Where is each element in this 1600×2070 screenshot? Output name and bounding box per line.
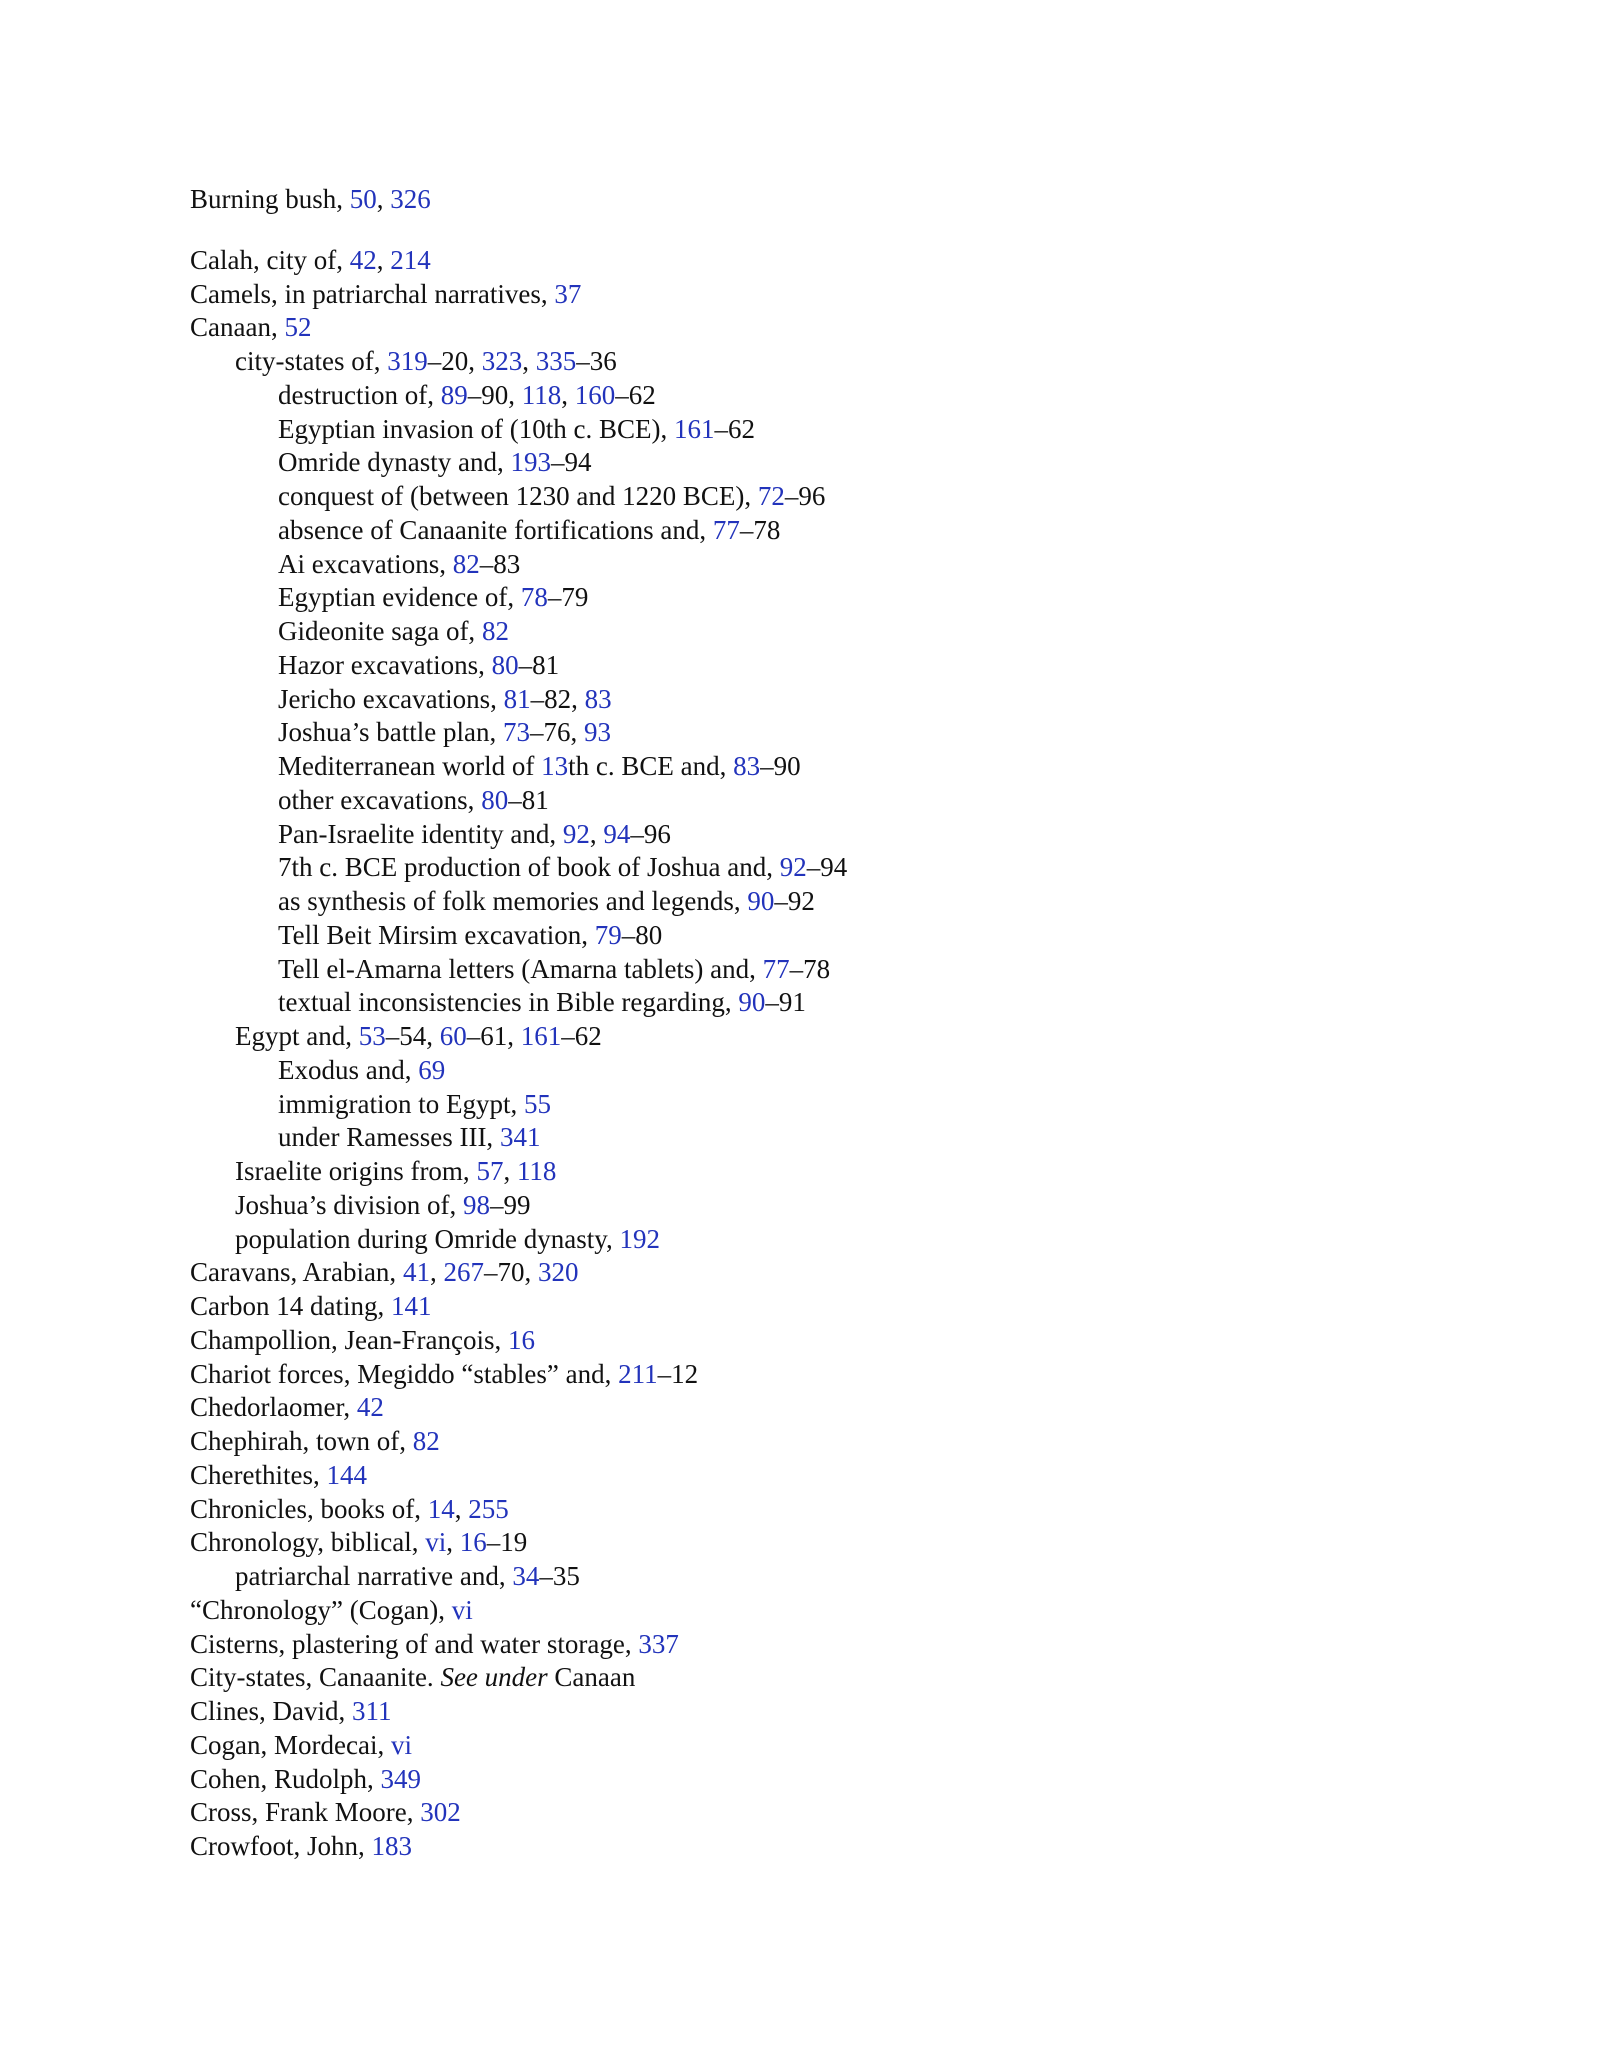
entry-text: under Ramesses III, bbox=[278, 1122, 500, 1153]
entry-text: –62 bbox=[615, 379, 656, 410]
entry-text: –94 bbox=[550, 447, 592, 478]
entry-text: Cisterns, plastering of and water storage, bbox=[190, 1628, 639, 1659]
page-reference-link[interactable]: 37 bbox=[554, 278, 582, 309]
entry-text: “Chronology” (Cogan), bbox=[190, 1594, 452, 1625]
page-reference-link[interactable]: 93 bbox=[583, 717, 611, 748]
page-reference-link[interactable]: 89 bbox=[440, 379, 468, 410]
index-entry bbox=[190, 1425, 1490, 1459]
entry-text: , bbox=[446, 1527, 460, 1558]
page-reference-link[interactable]: 79 bbox=[594, 919, 622, 950]
index-subsubentry bbox=[190, 514, 1490, 548]
entry-text: –78 bbox=[789, 953, 831, 984]
index-entry bbox=[190, 1290, 1490, 1324]
entry-text: Hazor excavations, bbox=[278, 649, 492, 680]
page-reference-link[interactable]: 335 bbox=[535, 346, 577, 376]
entry-text: Clines, David, bbox=[190, 1696, 352, 1726]
index-subsubentry bbox=[190, 784, 1490, 818]
page-reference-link[interactable]: 326 bbox=[390, 184, 431, 214]
entry-text: –82, bbox=[530, 683, 585, 714]
index-entry bbox=[190, 1661, 1490, 1695]
index-subsubentry bbox=[190, 750, 1490, 784]
index-entry bbox=[190, 1324, 1490, 1358]
entry-text: , bbox=[376, 184, 391, 214]
page-reference-link[interactable]: 90 bbox=[747, 886, 775, 916]
entry-text: –79 bbox=[547, 582, 589, 613]
entry-text: , bbox=[429, 1257, 444, 1288]
entry-text: Burning bush, bbox=[190, 184, 350, 214]
entry-text: –91 bbox=[765, 987, 806, 1018]
index-entry bbox=[190, 1594, 1490, 1628]
entry-text: –20, bbox=[427, 346, 482, 376]
entry-text: –80 bbox=[621, 919, 663, 950]
page-reference-link[interactable]: 60 bbox=[439, 1021, 467, 1051]
entry-text: –90 bbox=[760, 751, 801, 781]
index-subsubentry bbox=[190, 818, 1490, 852]
entry-text: –12 bbox=[657, 1358, 699, 1389]
entry-text: –83 bbox=[479, 548, 521, 579]
page-reference-link[interactable]: 50 bbox=[349, 184, 377, 214]
entry-text: Tell el-Amarna letters (Amarna tablets) and, bbox=[278, 953, 763, 984]
index-subsubentry bbox=[190, 1121, 1490, 1155]
page-reference-link[interactable]: 92 bbox=[779, 852, 807, 883]
index-entry bbox=[190, 1256, 1490, 1290]
page-reference-link[interactable]: 83 bbox=[584, 683, 612, 714]
page-reference-link[interactable]: 80 bbox=[491, 649, 519, 680]
index-entry bbox=[190, 1628, 1490, 1662]
entry-text: –19 bbox=[486, 1527, 528, 1558]
entry-text: –94 bbox=[806, 852, 848, 883]
index-subsubentry bbox=[190, 649, 1490, 683]
entry-text: –70, bbox=[483, 1257, 538, 1288]
entry-text: Calah, city of, bbox=[190, 244, 350, 275]
index-entry bbox=[190, 183, 1490, 217]
page-reference-link[interactable]: 319 bbox=[387, 346, 428, 376]
index-entry bbox=[190, 1459, 1490, 1493]
page-reference-link[interactable]: 52 bbox=[284, 312, 312, 343]
page-reference-link[interactable]: 161 bbox=[520, 1021, 562, 1051]
entry-text: th c. BCE and, bbox=[568, 751, 734, 781]
entry-text: Champollion, Jean-François, bbox=[190, 1324, 508, 1355]
index-entry bbox=[190, 1796, 1490, 1830]
page-reference-link[interactable]: 42 bbox=[356, 1392, 384, 1423]
page-reference-link[interactable]: 98 bbox=[463, 1189, 491, 1220]
entry-text: patriarchal narrative and, bbox=[235, 1561, 513, 1591]
entry-text: destruction of, bbox=[278, 379, 441, 410]
index-subsubentry bbox=[190, 480, 1490, 514]
entry-text: city-states of, bbox=[235, 346, 388, 376]
index-entry bbox=[190, 1493, 1490, 1527]
entry-text: Cogan, Mordecai, bbox=[190, 1729, 391, 1760]
entry-text: Ai excavations, bbox=[278, 548, 453, 579]
entry-text: Chephirah, town of, bbox=[190, 1426, 413, 1456]
index-subentry bbox=[190, 1189, 1490, 1223]
entry-text: Canaan bbox=[547, 1662, 636, 1693]
entry-text: –35 bbox=[539, 1561, 580, 1591]
index-subsubentry bbox=[190, 986, 1490, 1020]
entry-text: –62 bbox=[714, 413, 755, 444]
index-subsubentry bbox=[190, 379, 1490, 413]
page-reference-link[interactable]: 323 bbox=[481, 346, 523, 376]
page-reference-link[interactable]: 214 bbox=[390, 244, 431, 275]
entry-text: Carbon 14 dating, bbox=[190, 1291, 391, 1321]
page-reference-link[interactable]: 341 bbox=[499, 1122, 541, 1153]
entry-text: textual inconsistencies in Bible regarding, bbox=[278, 987, 739, 1018]
page-reference-link[interactable]: 192 bbox=[619, 1223, 660, 1254]
page-reference-link[interactable]: 90 bbox=[738, 987, 766, 1018]
page-reference-link[interactable]: 83 bbox=[733, 751, 761, 781]
page-reference-link[interactable]: 94 bbox=[603, 818, 631, 849]
page-reference-link[interactable]: 72 bbox=[757, 481, 785, 511]
page-reference-link[interactable]: 183 bbox=[371, 1831, 412, 1861]
entry-text: –90, bbox=[467, 379, 522, 410]
index-subsubentry bbox=[190, 548, 1490, 582]
page-reference-link[interactable]: 16 bbox=[507, 1324, 535, 1355]
entry-text: Egypt and, bbox=[235, 1021, 359, 1051]
entry-gap bbox=[190, 217, 1490, 244]
entry-text: –54, bbox=[385, 1021, 440, 1051]
index-entry bbox=[190, 1358, 1490, 1392]
page-reference-link[interactable]: 77 bbox=[762, 953, 790, 984]
page-reference-link[interactable]: 311 bbox=[352, 1696, 392, 1726]
entry-text: Camels, in patriarchal narratives, bbox=[190, 278, 555, 309]
entry-text: Egyptian invasion of (10th c. BCE), bbox=[278, 413, 674, 444]
entry-text: Chedorlaomer, bbox=[190, 1392, 357, 1423]
index-entry bbox=[190, 1391, 1490, 1425]
entry-text: Omride dynasty and, bbox=[278, 447, 511, 478]
page-reference-link[interactable]: 82 bbox=[452, 548, 480, 579]
page-reference-link[interactable]: 42 bbox=[349, 244, 377, 275]
index-subentry bbox=[190, 1223, 1490, 1257]
index-subsubentry bbox=[190, 581, 1490, 615]
entry-text: , bbox=[589, 818, 604, 849]
page-reference-link[interactable]: 41 bbox=[402, 1257, 430, 1288]
page-reference-link[interactable]: 78 bbox=[520, 582, 548, 613]
page-reference-link[interactable]: 118 bbox=[521, 379, 562, 410]
entry-text: Cross, Frank Moore, bbox=[190, 1797, 421, 1828]
entry-text: –99 bbox=[490, 1189, 531, 1220]
entry-text: Tell Beit Mirsim excavation, bbox=[278, 919, 595, 950]
entry-text: , bbox=[561, 379, 575, 410]
page-reference-link[interactable]: 349 bbox=[380, 1763, 422, 1794]
page-reference-link[interactable]: 118 bbox=[516, 1156, 557, 1186]
index-subsubentry bbox=[190, 1088, 1490, 1122]
entry-text: Israelite origins from, bbox=[235, 1156, 477, 1186]
entry-text: City-states, Canaanite. bbox=[190, 1662, 441, 1693]
index-entry bbox=[190, 1763, 1490, 1797]
page-reference-link[interactable]: 160 bbox=[574, 379, 616, 410]
page-reference-link[interactable]: 13 bbox=[541, 751, 569, 781]
page-reference-link[interactable]: vi bbox=[390, 1729, 412, 1760]
page-reference-link[interactable]: 211 bbox=[618, 1358, 658, 1389]
entry-text: , bbox=[522, 346, 536, 376]
page-reference-link[interactable]: 80 bbox=[481, 784, 509, 815]
entry-text: –61, bbox=[466, 1021, 521, 1051]
index-entry bbox=[190, 1830, 1490, 1864]
page-reference-link[interactable]: vi bbox=[451, 1594, 473, 1625]
index-subsubentry bbox=[190, 919, 1490, 953]
entry-text: –81 bbox=[508, 784, 549, 815]
entry-text: , bbox=[376, 244, 391, 275]
page-reference-link[interactable]: 34 bbox=[512, 1561, 540, 1591]
page-reference-link[interactable]: 69 bbox=[418, 1054, 446, 1085]
page-reference-link[interactable]: 73 bbox=[502, 717, 530, 748]
entry-text: Chronicles, books of, bbox=[190, 1493, 428, 1524]
entry-text: as synthesis of folk memories and legends, bbox=[278, 886, 748, 916]
entry-text: Chronology, biblical, bbox=[190, 1527, 426, 1558]
cross-reference-label: See under bbox=[440, 1662, 548, 1693]
entry-text: , bbox=[454, 1493, 469, 1524]
entry-text: –36 bbox=[576, 346, 617, 376]
entry-text: 7th c. BCE production of book of Joshua and, bbox=[278, 852, 780, 883]
entry-text: Exodus and, bbox=[278, 1054, 419, 1085]
entry-text: conquest of (between 1230 and 1220 BCE), bbox=[278, 481, 758, 511]
entry-text: Egyptian evidence of, bbox=[278, 582, 521, 613]
entry-text: –92 bbox=[774, 886, 815, 916]
page-reference-link[interactable]: 16 bbox=[459, 1527, 487, 1558]
index-subsubentry bbox=[190, 885, 1490, 919]
entry-text: Crowfoot, John, bbox=[190, 1831, 372, 1861]
index-subsubentry bbox=[190, 683, 1490, 717]
entry-text: population during Omride dynasty, bbox=[235, 1223, 620, 1254]
entry-text: –96 bbox=[630, 818, 671, 849]
entry-text: Jericho excavations, bbox=[278, 683, 504, 714]
entry-text: Cohen, Rudolph, bbox=[190, 1763, 381, 1794]
page-reference-link[interactable]: 255 bbox=[468, 1493, 509, 1524]
page-reference-link[interactable]: 337 bbox=[638, 1628, 679, 1659]
index-subentry bbox=[190, 345, 1490, 379]
index-subsubentry bbox=[190, 413, 1490, 447]
page-reference-link[interactable]: 267 bbox=[443, 1257, 484, 1288]
entry-text: Joshua’s battle plan, bbox=[278, 717, 503, 748]
index-entry bbox=[190, 311, 1490, 345]
page-reference-link[interactable]: 161 bbox=[673, 413, 715, 444]
index-entry bbox=[190, 244, 1490, 278]
entry-text: Cherethites, bbox=[190, 1459, 327, 1490]
page-reference-link[interactable]: 77 bbox=[712, 514, 740, 545]
page-reference-link[interactable]: 57 bbox=[476, 1156, 504, 1186]
index-subentry bbox=[190, 1020, 1490, 1054]
page-reference-link[interactable]: 82 bbox=[412, 1426, 440, 1456]
index-subsubentry bbox=[190, 1054, 1490, 1088]
index-entry bbox=[190, 1729, 1490, 1763]
index-entry bbox=[190, 1695, 1490, 1729]
index-page bbox=[190, 183, 1490, 1864]
entry-text: –96 bbox=[784, 481, 826, 511]
entry-text: –81 bbox=[518, 649, 560, 680]
entry-text: Pan-Israelite identity and, bbox=[278, 818, 563, 849]
page-reference-link[interactable]: 82 bbox=[481, 616, 509, 646]
entry-text: –62 bbox=[561, 1021, 602, 1051]
page-reference-link[interactable]: 193 bbox=[510, 447, 551, 478]
page-reference-link[interactable]: vi bbox=[425, 1527, 447, 1558]
entry-text: –76, bbox=[529, 717, 584, 748]
index-subsubentry bbox=[190, 953, 1490, 987]
entry-text: Gideonite saga of, bbox=[278, 616, 482, 646]
index-subsubentry bbox=[190, 615, 1490, 649]
index-subsubentry bbox=[190, 446, 1490, 480]
page-reference-link[interactable]: 55 bbox=[523, 1088, 551, 1119]
page-reference-link[interactable]: 302 bbox=[420, 1797, 461, 1828]
entry-text: Chariot forces, Megiddo “stables” and, bbox=[190, 1358, 619, 1389]
index-entry bbox=[190, 278, 1490, 312]
entry-text: , bbox=[503, 1156, 517, 1186]
entry-text: –78 bbox=[739, 514, 781, 545]
index-subentry bbox=[190, 1155, 1490, 1189]
page-reference-link[interactable]: 320 bbox=[537, 1257, 579, 1288]
index-subsubentry bbox=[190, 716, 1490, 750]
page-reference-link[interactable]: 144 bbox=[326, 1459, 367, 1490]
entry-text: Joshua’s division of, bbox=[235, 1189, 464, 1220]
entry-text: immigration to Egypt, bbox=[278, 1088, 524, 1119]
page-reference-link[interactable]: 81 bbox=[503, 683, 531, 714]
page-reference-link[interactable]: 141 bbox=[390, 1291, 432, 1321]
page-reference-link[interactable]: 53 bbox=[358, 1021, 386, 1051]
index-subsubentry bbox=[190, 851, 1490, 885]
index-entry bbox=[190, 1526, 1490, 1560]
entry-text: Caravans, Arabian, bbox=[190, 1257, 403, 1288]
index-subentry bbox=[190, 1560, 1490, 1594]
page-reference-link[interactable]: 92 bbox=[562, 818, 590, 849]
page-reference-link[interactable]: 14 bbox=[427, 1493, 455, 1524]
entry-text: absence of Canaanite fortifications and, bbox=[278, 514, 713, 545]
entry-text: Mediterranean world of bbox=[278, 751, 542, 781]
entry-text: other excavations, bbox=[278, 784, 482, 815]
entry-text: Canaan, bbox=[190, 312, 285, 343]
